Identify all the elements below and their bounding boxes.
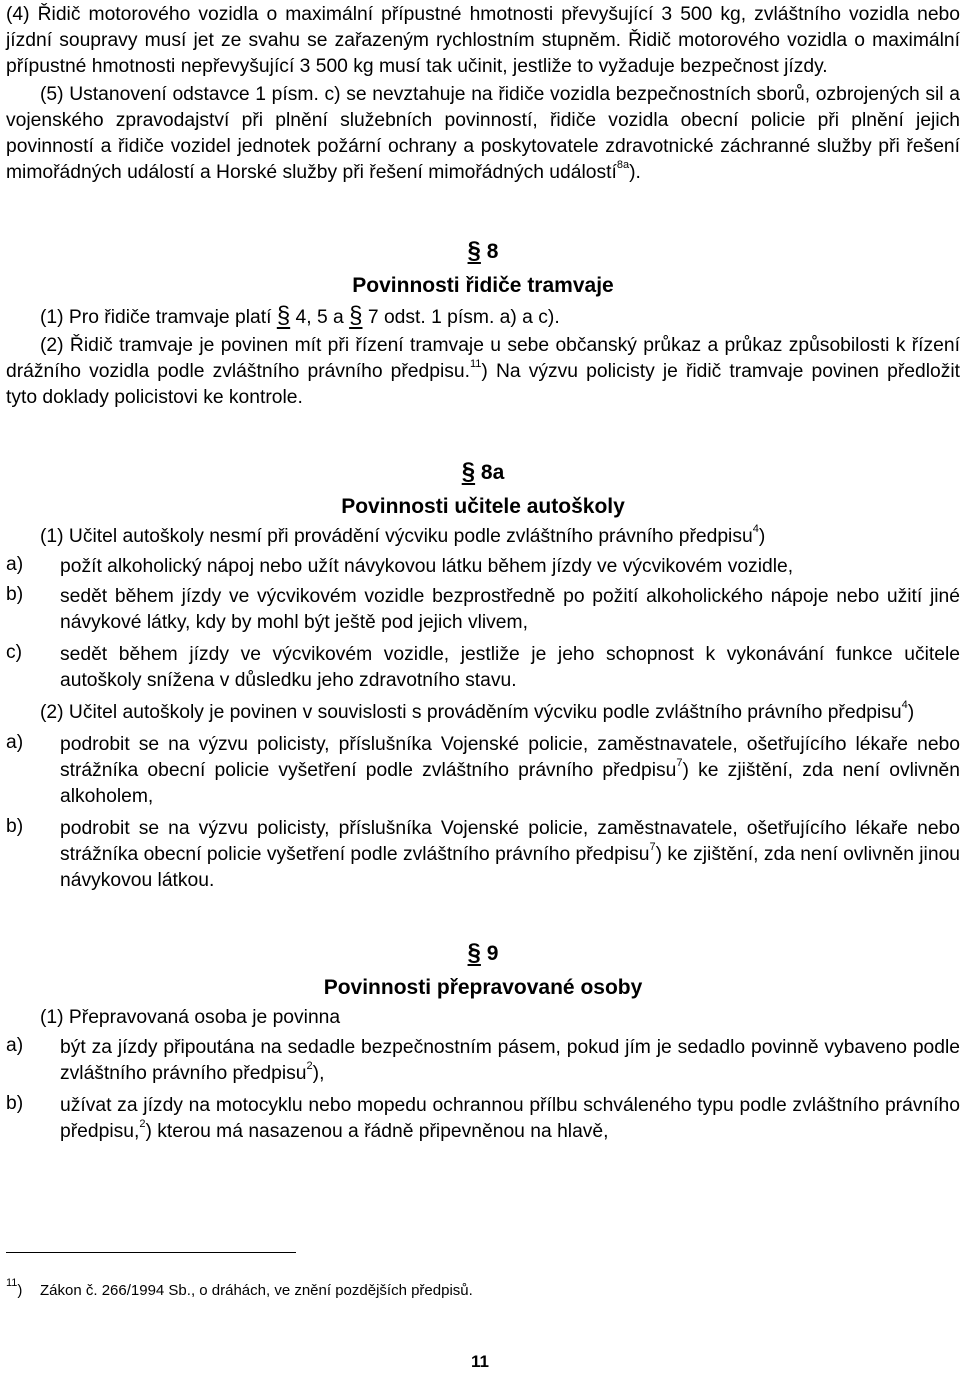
footnote-ref-2: 2 xyxy=(306,1059,313,1072)
list-item-label: a) xyxy=(6,554,24,575)
list-item xyxy=(6,732,960,810)
footnote-text: Zákon č. 266/1994 Sb., o dráhách, ve znění pozdějších předpisů. xyxy=(40,1282,473,1299)
list-item-label: a) xyxy=(6,1035,24,1056)
footnote-ref-8a: 8a xyxy=(616,158,630,171)
s8a-p2-close: ) xyxy=(907,702,915,723)
list-item-text: sedět během jízdy ve výcvikovém vozidle bezprostředně po požití alkoholického nápoje nebo užití jiné návykové látky, kdy by mohl být ještě pod jejich vlivem, xyxy=(60,586,960,633)
s8a-p1-close: ) xyxy=(758,526,766,547)
s8a-p2-text: (2) Učitel autoškoly je povinen v souvislosti s prováděním výcviku podle zvláštního právního předpisu xyxy=(40,702,902,723)
section-8a-heading xyxy=(6,457,960,488)
s8-paragraph-2 xyxy=(6,333,960,411)
list-item-text xyxy=(60,1093,960,1145)
footnote xyxy=(6,1277,473,1299)
section-number: 9 xyxy=(486,942,499,965)
list-item xyxy=(6,816,960,894)
list-item-text-b: ) ke zjištění, zda není ovlivněn alkoholem, xyxy=(60,760,960,807)
s8-p1-text-b: 4, 5 a xyxy=(295,307,344,328)
section-8-title: Povinnosti řidiče tramvaje xyxy=(352,274,614,297)
section-symbol: § xyxy=(467,237,481,264)
s8-p1-text-c: 7 odst. 1 písm. a) a c). xyxy=(367,307,560,328)
list-item-text: sedět během jízdy ve výcvikovém vozidle, jestliže je jeho schopnost k vykonávání funkce učitele autoškoly snížena v důsledku jeho zdravotního stavu. xyxy=(60,644,960,691)
footnote-ref-2: 2 xyxy=(139,1117,146,1130)
section-symbol: § xyxy=(467,939,481,966)
footnote-ref-4: 4 xyxy=(752,522,759,535)
list-item-text-b: ) ke zjištění, zda není ovlivněn jinou návykovou látkou. xyxy=(60,844,960,891)
list-item-text xyxy=(60,732,960,810)
s8-p2-text-a: (2) Řidič tramvaje je povinen mít při řízení tramvaje u sebe občanský průkaz a průkaz způsobilosti k řízení drážního vozidla podle zvláštního právního předpisu. xyxy=(6,335,960,382)
footnote-ref-7: 7 xyxy=(676,756,683,769)
footnote-number: 11 xyxy=(6,1277,18,1289)
list-item-label: b) xyxy=(6,1093,24,1114)
list-item-label: c) xyxy=(6,642,23,663)
s8-paragraph-1 xyxy=(6,303,960,331)
section-symbol: § xyxy=(276,302,291,329)
footnote-ref-7: 7 xyxy=(649,840,656,853)
list-item-label: b) xyxy=(6,816,24,837)
list-item xyxy=(6,584,960,636)
list-item xyxy=(6,642,960,694)
section-9-title: Povinnosti přepravované osoby xyxy=(323,976,643,999)
list-item-label: a) xyxy=(6,732,24,753)
footnote-close: ) xyxy=(17,1282,23,1299)
s8a-paragraph-2 xyxy=(6,700,960,726)
list-item-text-b: ) kterou má nasazenou a řádně připevněnou na hlavě, xyxy=(145,1121,609,1142)
paragraph-4: (4) Řidič motorového vozidla o maximální přípustné hmotnosti převyšující 3 500 kg, zvláštního vozidla nebo jízdní soupravy musí jet ze svahu se zařazeným rychlostním stupněm. Řidič motorového vozidla o maximální přípustné hmotnosti nepřevyšující 3 500 kg musí tak učinit, jestliže to vyžaduje bezpečnost jízdy. xyxy=(6,4,960,77)
list-item-text: požít alkoholický nápoj nebo užít návykovou látku během jízdy ve výcvikovém vozidle, xyxy=(60,556,794,577)
section-8-heading xyxy=(6,236,960,267)
section-number: 8 xyxy=(486,240,499,263)
s8-p2-text-b: ) Na výzvu policisty je řidič tramvaje povinen předložit tyto doklady policistovi ke kontrole. xyxy=(6,361,960,408)
list-item xyxy=(6,1035,960,1087)
page-number: 11 xyxy=(471,1352,489,1371)
footnote-ref-4: 4 xyxy=(901,698,908,711)
s8a-paragraph-1 xyxy=(6,524,960,550)
footnote-ref-11: 11 xyxy=(470,357,482,370)
list-item-text-a: podrobit se na výzvu policisty, příslušníka Vojenské policie, zaměstnavatele, ošetřujícího lékaře nebo strážníka obecní policie vyšetření podle zvláštního právního předpisu xyxy=(60,818,960,865)
list-item-text xyxy=(60,816,960,894)
list-item xyxy=(6,554,960,580)
section-symbol: § xyxy=(461,458,476,485)
section-symbol: § xyxy=(349,302,363,329)
list-item-text xyxy=(60,1035,960,1087)
footnote-marker xyxy=(6,1277,40,1299)
document-page xyxy=(6,0,960,1145)
section-9-heading xyxy=(6,938,960,969)
list-item xyxy=(6,1093,960,1145)
paragraph-5-end: ). xyxy=(629,162,641,183)
section-number: 8a xyxy=(480,461,505,484)
s9-paragraph-1: (1) Přepravovaná osoba je povinna xyxy=(40,1007,341,1028)
s8-p1-text-a: (1) Pro řidiče tramvaje platí xyxy=(40,307,272,328)
paragraph-5-text: (5) Ustanovení odstavce 1 písm. c) se nevztahuje na řidiče vozidla bezpečnostních sborů, ozbrojených sil a vojenského zpravodajství při plnění služebních povinností, řidiče vozidla obecní policie při plnění jejich povinností a řidiče vozidel jednotek požární ochrany a poskytovatele zdravotnické záchranné služby při řešení mimořádných událostí a Horské služby při řešení mimořádných událostí xyxy=(6,84,960,183)
list-item-text-a: užívat za jízdy na motocyklu nebo mopedu ochrannou přílbu schváleného typu podle zvláštního právního předpisu, xyxy=(60,1095,960,1142)
list-item-text-a: být za jízdy připoutána na sedadle bezpečnostním pásem, pokud jím je sedadlo povinně vybaveno podle zvláštního právního předpisu xyxy=(60,1037,960,1084)
s8a-p1-text: (1) Učitel autoškoly nesmí při provádění výcviku podle zvláštního právního předpisu xyxy=(40,526,753,547)
list-item-text-a: podrobit se na výzvu policisty, příslušníka Vojenské policie, zaměstnavatele, ošetřujícího lékaře nebo strážníka obecní policie vyšetření podle zvláštního právního předpisu xyxy=(60,734,960,781)
footnote-separator xyxy=(6,1252,296,1253)
list-item-label: b) xyxy=(6,584,24,605)
list-item-text-b: ), xyxy=(312,1063,325,1084)
paragraph-5 xyxy=(6,82,960,186)
section-8a-title: Povinnosti učitele autoškoly xyxy=(341,495,625,518)
